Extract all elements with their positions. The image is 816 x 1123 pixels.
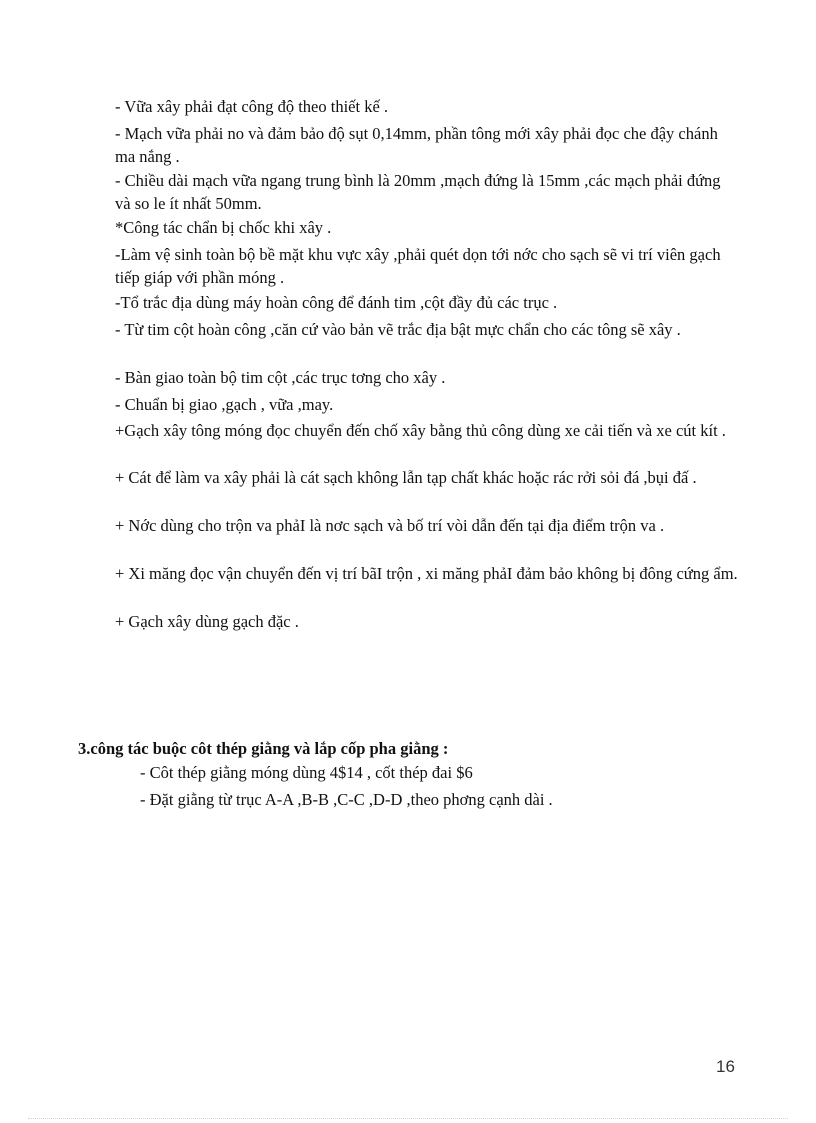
page-divider	[28, 1118, 788, 1119]
paragraph-bricks-transport: +Gạch xây tông móng đọc chuyển đến chố xây bằng thủ công dùng xe cải tiến và xe cút kít .	[115, 421, 726, 440]
paragraph-preparation-heading: *Công tác chẩn bị chốc khi xây .	[115, 218, 332, 237]
paragraph-cement: + Xi măng đọc vận chuyển đến vị trí bãI trộn , xi măng phảI đảm bảo không bị đông cứng ẩm.	[115, 564, 738, 583]
paragraph-survey-team: -Tổ trắc địa dùng máy hoàn công để đánh tim ,cột đầy đủ các trục .	[115, 293, 558, 312]
paragraph-cleaning: -Làm vệ sinh toàn bộ bề mặt khu vực xây ,phải quét dọn tới nớc cho sạch sẽ vi trí viên gạch tiếp giáp với phần móng .	[115, 245, 721, 287]
paragraph-mortar-strength: - Vữa xây phải đạt công độ theo thiết kế .	[115, 97, 389, 116]
paragraph-joint-length: - Chiều dài mạch vữa ngang trung bình là 20mm ,mạch đứng là 15mm ,các mạch phải đứng và so le ít nhất 50mm.	[115, 171, 721, 213]
section-heading: 3.công tác buộc côt thép giằng và lắp cốp pha giằng :	[78, 739, 449, 758]
paragraph-water: + Nớc dùng cho trộn va phảI là nơc sạch và bố trí vòi dẫn đến tại địa điểm trộn va .	[115, 516, 665, 535]
paragraph-handover: - Bàn giao toàn bộ tim cột ,các trục tơng cho xây .	[115, 368, 446, 387]
list-item: - Đặt giằng từ trục A-A ,B-B ,C-C ,D-D ,theo phơng cạnh dài .	[140, 790, 553, 809]
paragraph-materials: - Chuẩn bị giao ,gạch , vữa ,may.	[115, 395, 334, 414]
paragraph-solid-bricks: + Gạch xây dùng gạch đặc .	[115, 612, 299, 631]
list-item: - Côt thép giằng móng dùng 4$14 , cốt thép đai $6	[140, 763, 473, 782]
paragraph-mortar-joint: - Mạch vữa phải no và đảm bảo độ sụt 0,14mm, phần tông mới xây phải đọc che đậy chánh ma nắng .	[115, 124, 718, 166]
paragraph-sand: + Cát để làm va xây phải là cát sạch không lẫn tạp chất khác hoặc rác rởi sỏi đá ,bụi đấ .	[115, 468, 697, 487]
paragraph-column-axis: - Từ tim cột hoàn công ,căn cứ vào bản vẽ trắc địa bật mực chẩn cho các tông sẽ xây .	[115, 320, 681, 339]
page-number: 16	[716, 1057, 735, 1076]
